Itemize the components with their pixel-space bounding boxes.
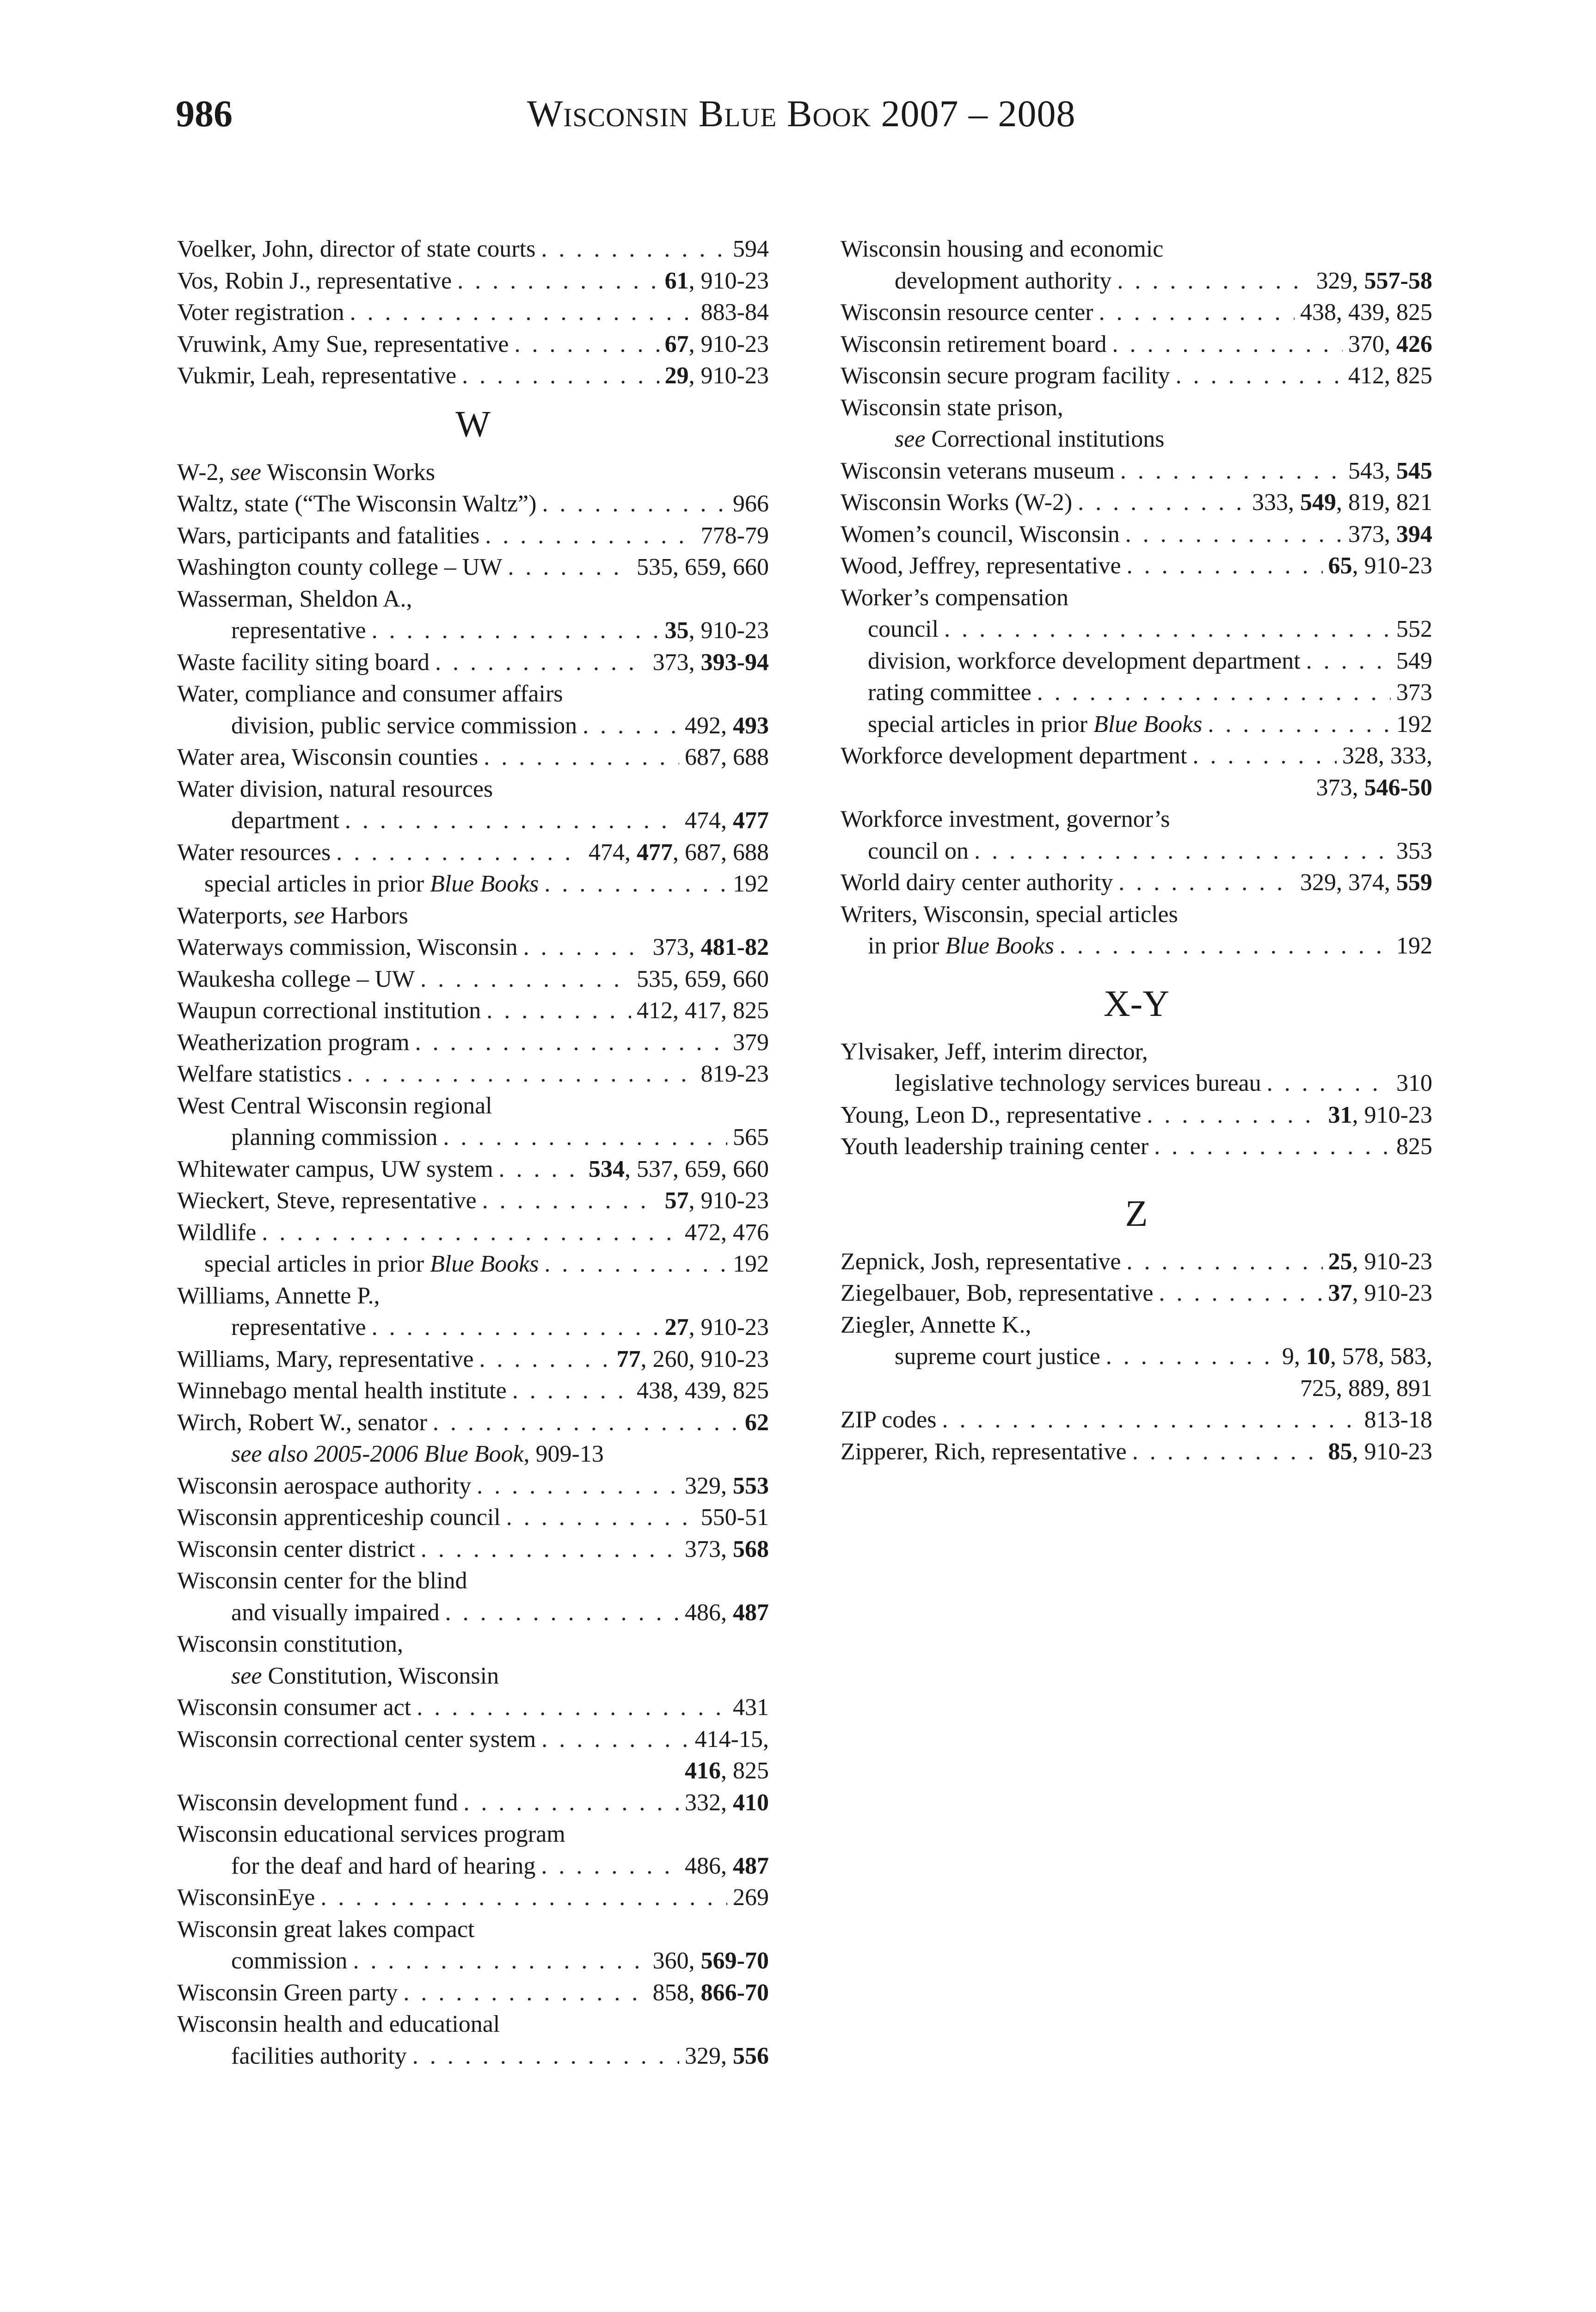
index-entry: Wars, participants and fatalities . . . 778-79: [177, 520, 769, 552]
index-entry: West Central Wisconsin regional: [177, 1092, 492, 1119]
index-entry: Waukesha college – UW . . . 535, 659, 660: [177, 964, 769, 996]
index-entry: Wisconsin great lakes compact: [177, 1916, 475, 1943]
index-entry: representative . . . 35, 910-23: [177, 615, 769, 647]
index-entry: Voelker, John, director of state courts . . . 594: [177, 234, 769, 265]
index-entry: Wisconsin housing and economic: [841, 236, 1164, 262]
index-entry: Water, compliance and consumer affairs: [177, 681, 563, 707]
index-entry: for the deaf and hard of hearing . . . 486, 487: [177, 1851, 769, 1882]
index-entry: Ziegelbauer, Bob, representative . . . 37, 910-23: [841, 1278, 1432, 1310]
index-entry: supreme court justice . . . 9, 10, 578, 583,: [841, 1341, 1432, 1373]
index-entry: Wisconsin educational services program: [177, 1821, 565, 1847]
index-entry: representative . . . 27, 910-23: [177, 1312, 769, 1344]
index-entry: see Correctional institutions: [895, 426, 1165, 452]
section-letter-z: Z: [1125, 1193, 1148, 1234]
index-entry: Waltz, state (“The Wisconsin Waltz”) . . . 966: [177, 488, 769, 520]
running-head: Wisconsin Blue Book 2007 – 2008: [527, 92, 1076, 135]
section-letter-w: W: [455, 404, 491, 445]
index-entry: Winnebago mental health institute . . . 438, 439, 825: [177, 1375, 769, 1407]
index-entry: Wisconsin consumer act . . . 431: [177, 1692, 769, 1724]
index-entry: Welfare statistics . . . 819-23: [177, 1058, 769, 1090]
index-entry: Wirch, Robert W., senator . . . 62: [177, 1407, 769, 1439]
index-entry: council on . . . 353: [841, 836, 1432, 867]
index-entry: Williams, Annette P.,: [177, 1282, 380, 1309]
index-entry-continuation: 416, 825: [685, 1758, 769, 1784]
index-entry: Wisconsin resource center . . . 438, 439, 825: [841, 297, 1432, 329]
index-entry: and visually impaired . . . 486, 487: [177, 1597, 769, 1629]
index-entry: division, public service commission . . . 492, 493: [177, 710, 769, 742]
index-entry: Wood, Jeffrey, representative . . . 65, 910-23: [841, 550, 1432, 582]
index-entry: special articles in prior Blue Books . . . 192: [177, 1248, 769, 1280]
index-entry: Voter registration . . . 883-84: [177, 297, 769, 329]
index-entry: special articles in prior Blue Books . . . 192: [841, 709, 1432, 741]
index-entry: Wisconsin apprenticeship council . . . 550-51: [177, 1502, 769, 1534]
index-entry: WisconsinEye . . . 269: [177, 1882, 769, 1914]
index-entry: Water area, Wisconsin counties . . . 687, 688: [177, 742, 769, 774]
index-entry: facilities authority . . . 329, 556: [177, 2041, 769, 2072]
index-entry: commission . . . 360, 569-70: [177, 1945, 769, 1977]
index-entry: Workforce development department . . . 328, 333,: [841, 740, 1432, 772]
page-number: 986: [176, 92, 233, 135]
index-entry: Youth leadership training center . . . 825: [841, 1131, 1432, 1163]
index-entry: Waupun correctional institution . . . 412, 417, 825: [177, 995, 769, 1027]
index-entry: Water resources . . . 474, 477, 687, 688: [177, 837, 769, 869]
index-entry: legislative technology services bureau . . . 310: [841, 1068, 1432, 1100]
index-entry: Wisconsin retirement board . . . 370, 426: [841, 329, 1432, 361]
index-entry: Zepnick, Josh, representative . . . 25, 910-23: [841, 1246, 1432, 1278]
index-entry: in prior Blue Books . . . 192: [841, 930, 1432, 962]
index-entry: Zipperer, Rich, representative . . . 85, 910-23: [841, 1436, 1432, 1468]
index-entry: development authority . . . 329, 557-58: [841, 265, 1432, 297]
index-entry: Wieckert, Steve, representative . . . 57, 910-23: [177, 1185, 769, 1217]
index-entry: Young, Leon D., representative . . . 31, 910-23: [841, 1100, 1432, 1131]
index-entry: Ziegler, Annette K.,: [841, 1311, 1031, 1338]
index-entry: council . . . 552: [841, 614, 1432, 646]
index-entry: Water division, natural resources: [177, 775, 493, 802]
index-entry: W-2, see Wisconsin Works: [177, 459, 435, 486]
index-entry: Worker’s compensation: [841, 584, 1069, 611]
index-column-left: [177, 234, 769, 2072]
index-entry: division, workforce development department . . . 549: [841, 646, 1432, 677]
index-entry: Wisconsin health and educational: [177, 2011, 500, 2037]
index-entry: Wisconsin aerospace authority . . . 329, 553: [177, 1470, 769, 1502]
index-entry: Vukmir, Leah, representative . . . 29, 910-23: [177, 360, 769, 392]
section-letter-xy: X-Y: [1103, 983, 1170, 1024]
index-entry: Waterways commission, Wisconsin . . . 373, 481-82: [177, 932, 769, 964]
index-entry: ZIP codes . . . 813-18: [841, 1404, 1432, 1436]
index-entry: see Constitution, Wisconsin: [231, 1662, 499, 1689]
index-entry-continuation: 725, 889, 891: [1300, 1375, 1432, 1402]
index-entry: Vos, Robin J., representative . . . 61, 910-23: [177, 265, 769, 297]
index-entry: see also 2005-2006 Blue Book, 909-13: [231, 1441, 604, 1467]
index-entry-continuation: 373, 546-50: [1316, 774, 1432, 801]
index-entry: Waste facility siting board . . . 373, 393-94: [177, 647, 769, 679]
index-entry: Ylvisaker, Jeff, interim director,: [841, 1038, 1148, 1065]
index-entry: Waterports, see Harbors: [177, 902, 408, 929]
index-entry: Women’s council, Wisconsin . . . 373, 394: [841, 519, 1432, 551]
index-entry: planning commission . . . 565: [177, 1122, 769, 1154]
index-entry: Vruwink, Amy Sue, representative . . . 67, 910-23: [177, 329, 769, 361]
index-entry: Writers, Wisconsin, special articles: [841, 901, 1178, 928]
index-entry: Wisconsin Works (W-2) . . . 333, 549, 819, 821: [841, 487, 1432, 519]
index-entry: Wisconsin Green party . . . 858, 866-70: [177, 1977, 769, 2009]
index-entry: Wisconsin veterans museum . . . 543, 545: [841, 455, 1432, 487]
index-entry: Whitewater campus, UW system . . . 534, 537, 659, 660: [177, 1154, 769, 1186]
index-entry: Wisconsin constitution,: [177, 1631, 403, 1657]
index-entry: rating committee . . . 373: [841, 677, 1432, 709]
index-entry: Williams, Mary, representative . . . 77, 260, 910-23: [177, 1344, 769, 1376]
index-column-right: [841, 234, 1432, 1468]
index-entry: Wildlife . . . 472, 476: [177, 1217, 769, 1249]
index-entry: Washington county college – UW . . . 535, 659, 660: [177, 552, 769, 584]
index-entry: Wisconsin center for the blind: [177, 1568, 467, 1594]
index-entry: Wisconsin correctional center system . . . 414-15,: [177, 1724, 769, 1756]
index-entry: World dairy center authority . . . 329, 374, 559: [841, 867, 1432, 899]
index-entry: Wasserman, Sheldon A.,: [177, 585, 412, 612]
index-entry: special articles in prior Blue Books . . . 192: [177, 868, 769, 900]
index-entry: department . . . 474, 477: [177, 805, 769, 837]
index-entry: Weatherization program . . . 379: [177, 1027, 769, 1059]
index-entry: Wisconsin center district . . . 373, 568: [177, 1534, 769, 1566]
index-entry: Wisconsin development fund . . . 332, 410: [177, 1787, 769, 1819]
index-entry: Workforce investment, governor’s: [841, 806, 1170, 832]
index-entry: Wisconsin state prison,: [841, 394, 1063, 421]
index-entry: Wisconsin secure program facility . . . 412, 825: [841, 360, 1432, 392]
